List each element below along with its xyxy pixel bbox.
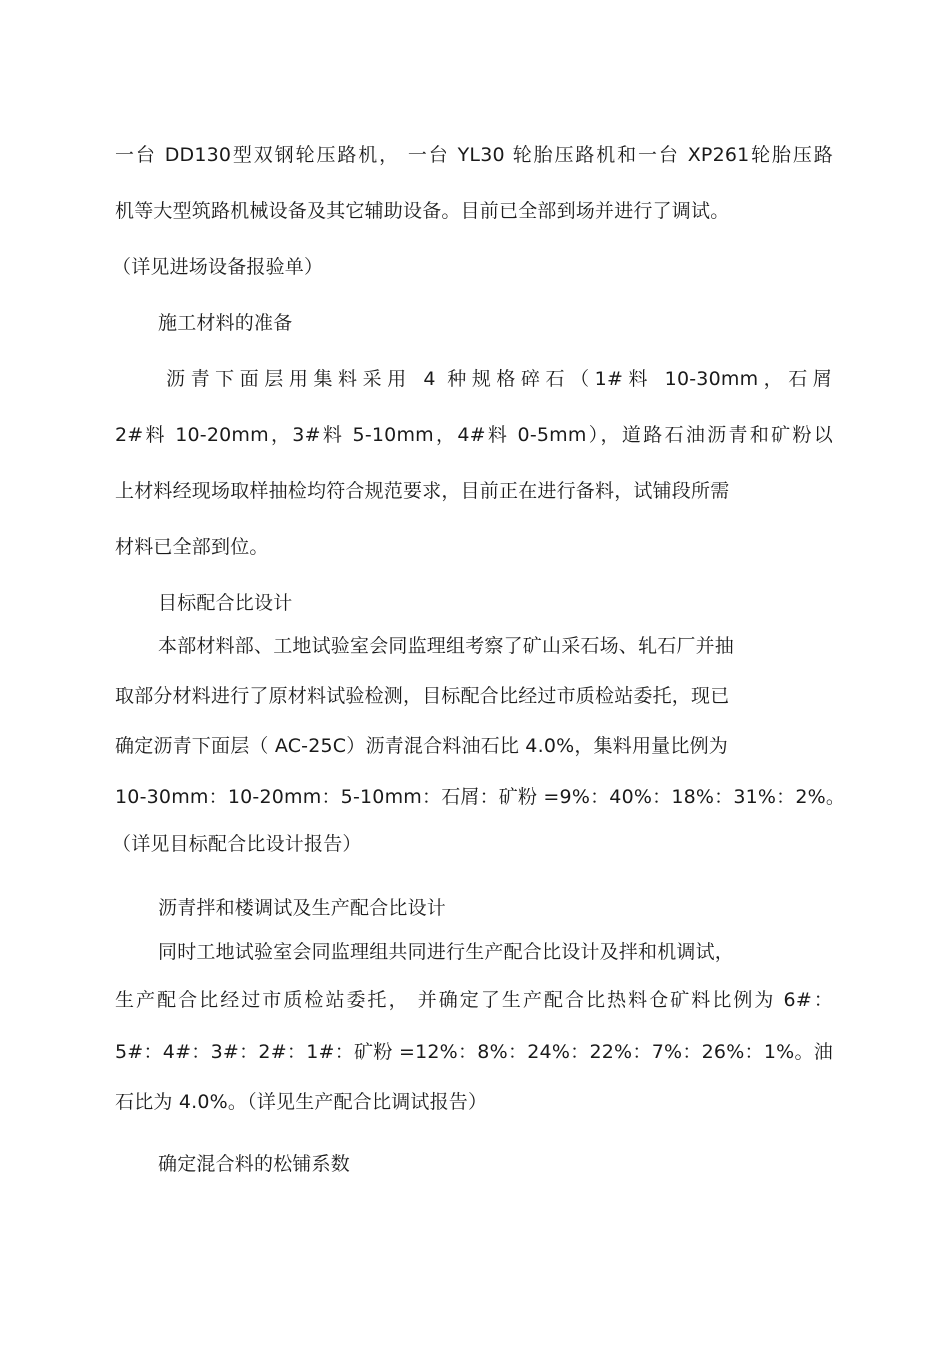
body-text-line: 石比为 4.0%。（详见生产配合比调试报告） [115, 1091, 488, 1113]
body-text-line: （详见进场设备报验单） [112, 256, 324, 278]
body-text-line: 10-30mm：10-20mm：5-10mm：石屑：矿粉 =9%：40%：18%：31%：2%。 [115, 786, 846, 808]
body-text-line: （详见目标配合比设计报告） [112, 833, 362, 855]
body-text-line: 取部分材料进行了原材料试验检测，目标配合比经过市质检站委托，现已 [115, 685, 730, 707]
body-text-line: 生产配合比经过市质检站委托， 并确定了生产配合比热料仓矿料比例为 6#： [115, 989, 833, 1011]
body-text-line: 本部材料部、工地试验室会同监理组考察了矿山采石场、轧石厂并抽 [158, 635, 735, 657]
section-heading: 沥青拌和楼调试及生产配合比设计 [158, 897, 447, 919]
body-text-line: 一台 DD130型双钢轮压路机， 一台 YL30 轮胎压路机和一台 XP261轮胎压路 [115, 144, 833, 166]
body-text-line: 5#：4#：3#：2#：1#：矿粉 =12%：8%：24%：22%：7%：26%：1%。油 [115, 1041, 833, 1063]
body-text-line: 沥青下面层用集料采用 4 种规格碎石（1#料 10-30mm，石屑 [166, 368, 832, 390]
body-text-line: 机等大型筑路机械设备及其它辅助设备。目前已全部到场并进行了调试。 [115, 200, 730, 222]
body-text-line: 材料已全部到位。 [115, 536, 269, 558]
body-text-line: 确定沥青下面层（ AC-25C）沥青混合料油石比 4.0%，集料用量比例为 [115, 735, 728, 757]
body-text-line: 2#料 10-20mm，3#料 5-10mm，4#料 0-5mm），道路石油沥青和矿粉以 [115, 424, 833, 446]
body-text-line: 同时工地试验室会同监理组共同进行生产配合比设计及拌和机调试， [158, 941, 735, 963]
section-heading: 目标配合比设计 [158, 592, 293, 614]
section-heading: 施工材料的准备 [158, 312, 293, 334]
body-text-line: 上材料经现场取样抽检均符合规范要求，目前正在进行备料，试铺段所需 [115, 480, 730, 502]
section-heading: 确定混合料的松铺系数 [158, 1153, 351, 1175]
